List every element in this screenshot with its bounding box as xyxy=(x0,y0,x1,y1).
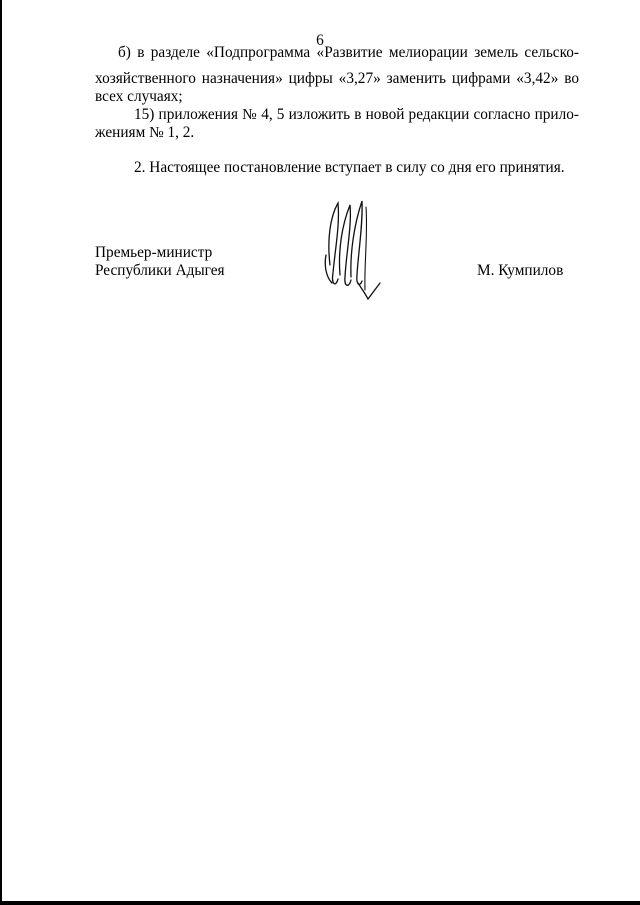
signatory-title-line-2: Республики Адыгея xyxy=(95,262,225,279)
handwritten-signature xyxy=(318,195,388,305)
scan-edge-bottom xyxy=(0,901,640,905)
paragraph-b-line-3: всех случаях; xyxy=(95,88,183,105)
paragraph-15-line-1: 15) приложения № 4, 5 изложить в новой редакции согласно прило- xyxy=(134,106,579,123)
signatory-name: М. Кумпилов xyxy=(477,262,564,279)
paragraph-15-line-2: жениям № 1, 2. xyxy=(95,124,195,141)
signatory-title-line-1: Премьер-министр xyxy=(95,244,213,261)
paragraph-2: 2. Настоящее постановление вступает в силу со дня его принятия. xyxy=(134,159,565,176)
page-number: 6 xyxy=(316,32,324,49)
scan-edge-left xyxy=(0,0,2,905)
paragraph-b-line-2: хозяйственного назначения» цифры «3,27» заменить цифрами «3,42» во xyxy=(95,70,579,87)
paragraph-b-line-1: б) в разделе «Подпрограмма «Развитие мелиорации земель сельско- xyxy=(118,44,579,61)
